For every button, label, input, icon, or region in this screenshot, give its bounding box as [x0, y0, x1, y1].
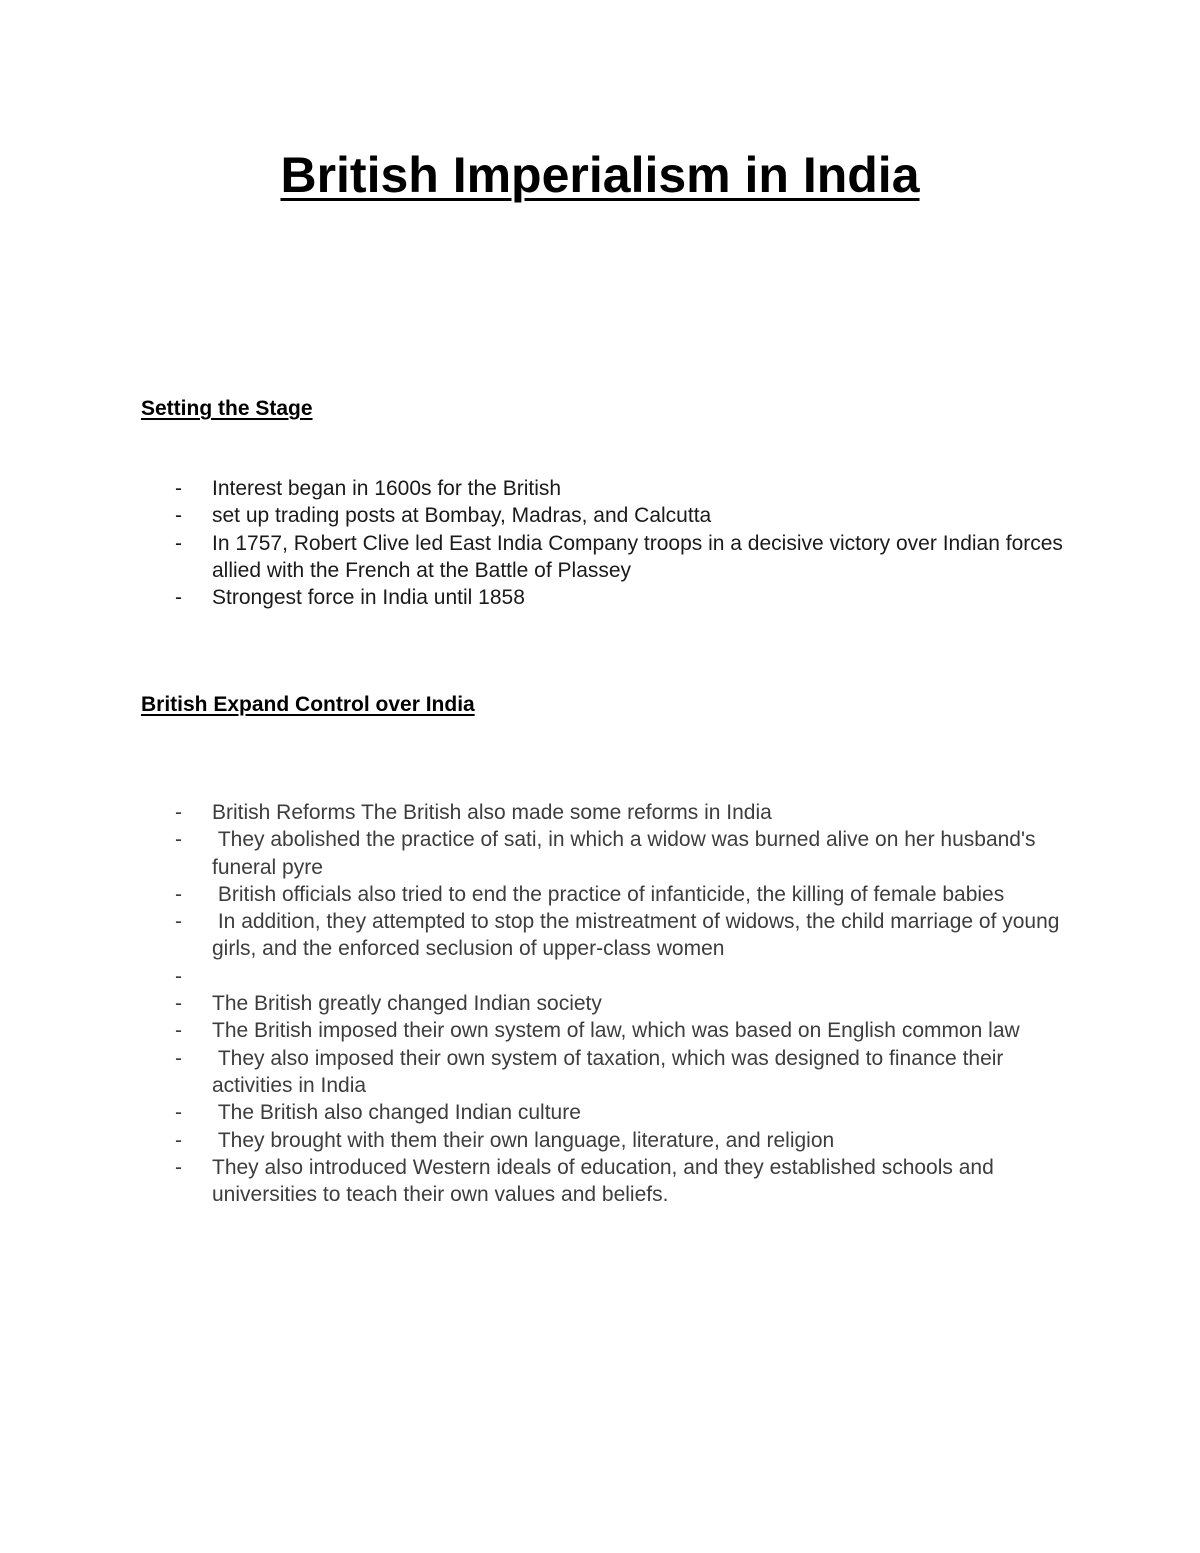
list-item-text: British officials also tried to end the practice of infanticide, the killing of female babies [212, 882, 1005, 906]
bullet-dash: - [175, 801, 182, 824]
bullet-dash: - [175, 992, 182, 1016]
list-item-text: In 1757, Robert Clive led East India Company troops in a decisive victory over Indian forces allied with the French at the Battle of Plassey [212, 531, 1069, 582]
bullet-list [141, 475, 1071, 611]
section-british-expand-control [141, 691, 1071, 1207]
section-heading: British Expand Control over India [141, 693, 475, 716]
list-item [141, 963, 1071, 990]
bullet-dash: - [175, 910, 182, 934]
section-heading: Setting the Stage [141, 397, 313, 420]
bullet-dash: - [175, 504, 182, 528]
bullet-dash: - [175, 828, 182, 852]
list-item-text: They brought with them their own language, literature, and religion [212, 1128, 835, 1152]
bullet-dash: - [175, 1046, 182, 1070]
bullet-dash: - [175, 1019, 182, 1043]
list-item [141, 826, 1071, 881]
list-item [141, 1045, 1071, 1100]
list-item [141, 799, 1071, 826]
list-item-text: The British also changed Indian culture [212, 1101, 581, 1125]
bullet-dash: - [175, 1128, 182, 1152]
bullet-dash: - [175, 882, 182, 906]
list-item [141, 584, 1071, 611]
bullet-dash: - [175, 531, 182, 555]
list-item [141, 1099, 1071, 1126]
list-item-text: They also introduced Western ideals of education, and they established schools and universities to teach their own values and beliefs. [212, 1155, 1000, 1207]
list-item-text: In addition, they attempted to stop the mistreatment of widows, the child marriage of young girls, and the enforced seclusion of upper-class women [212, 910, 1066, 961]
list-item-text: The British greatly changed Indian society [212, 992, 602, 1016]
list-item-text: Strongest force in India until 1858 [212, 586, 525, 610]
list-item [141, 1017, 1071, 1044]
list-item-text: They also imposed their own system of taxation, which was designed to finance their activities in India [212, 1046, 1010, 1097]
list-item [141, 502, 1071, 529]
list-item [141, 1127, 1071, 1154]
list-item-text: set up trading posts at Bombay, Madras, and Calcutta [212, 504, 712, 528]
bullet-dash: - [175, 1101, 182, 1125]
bullet-dash: - [175, 477, 182, 500]
list-item [141, 530, 1071, 585]
list-item-text: The British imposed their own system of law, which was based on English common law [212, 1019, 1020, 1043]
bullet-dash: - [175, 964, 182, 988]
bullet-dash: - [175, 586, 182, 610]
list-item-text: Interest began in 1600s for the British [212, 477, 562, 500]
bullet-list [141, 799, 1071, 1208]
list-item [141, 908, 1071, 963]
list-item [141, 881, 1071, 908]
list-item-text: British Reforms The British also made some reforms in India [212, 801, 772, 824]
list-item-text: They abolished the practice of sati, in which a widow was burned alive on her husband's funeral pyre [212, 828, 1042, 879]
list-item [141, 475, 1071, 502]
list-item [141, 990, 1071, 1017]
section-setting-the-stage [141, 395, 1071, 610]
list-item [141, 1154, 1071, 1209]
bullet-dash: - [175, 1155, 182, 1179]
document-title: British Imperialism in India [280, 147, 920, 203]
